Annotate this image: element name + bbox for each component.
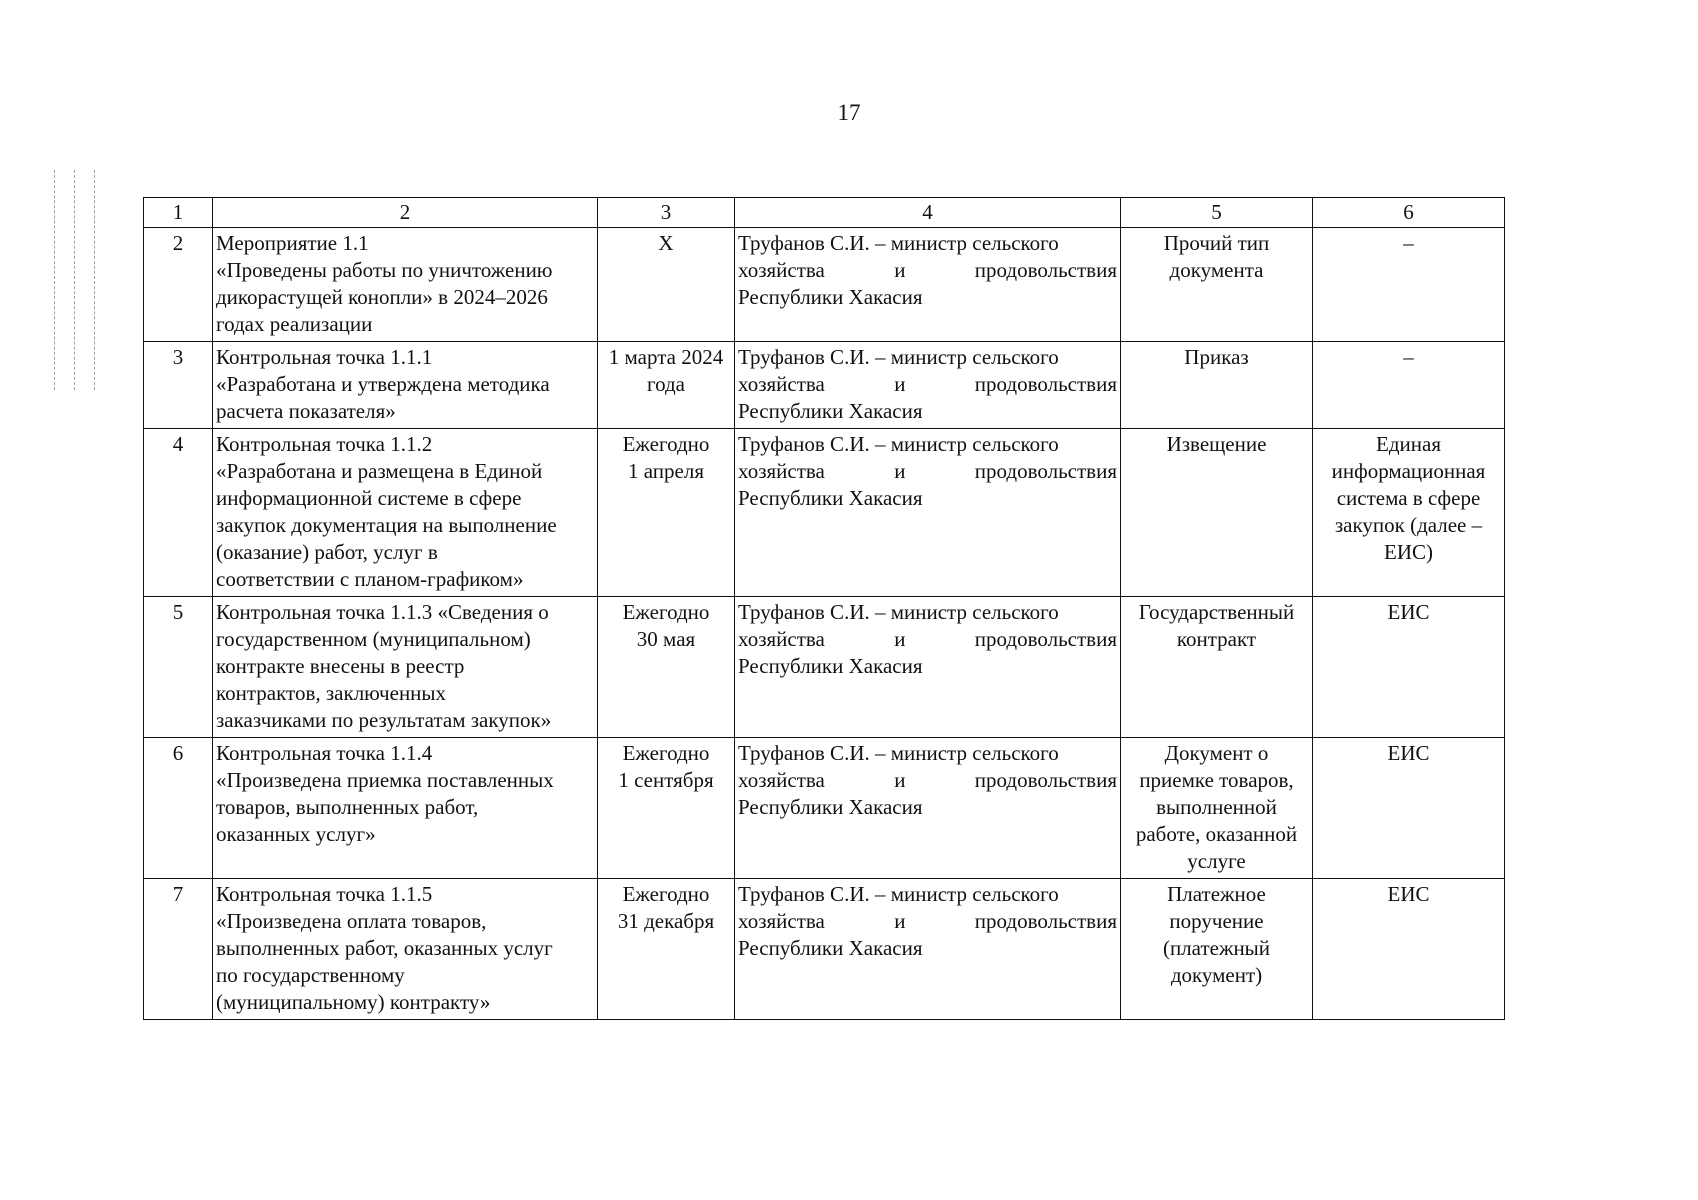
responsible-word: продовольствия [974,459,1117,483]
responsible-cell [735,429,1121,597]
event-name-cell [213,597,598,738]
responsible-word: и [894,459,906,483]
document-type-line: (платежный [1162,936,1271,960]
deadline-cell [598,228,735,342]
deadline-cell [598,597,735,738]
information-system-line: закупок (далее – [1334,513,1483,537]
document-type-cell [1121,738,1313,879]
deadline-cell [598,429,735,597]
column-header: 1 [144,198,213,228]
responsible-line [738,908,1117,935]
deadline-line: года [647,372,685,396]
event-name-line: оказанных услуг» [216,822,376,846]
responsible-cell [735,879,1121,1020]
document-type-line: Прочий тип [1163,231,1270,255]
information-system-line: ЕИС) [1384,540,1433,564]
information-system-line: – [1403,345,1414,369]
event-name-line: (оказание) работ, услуг в [216,540,438,564]
responsible-word: хозяйства [738,627,825,651]
table-row [144,879,1505,1020]
event-name-line: Мероприятие 1.1 [216,231,369,255]
row-number-cell: 4 [144,429,213,597]
responsible-line: Труфанов С.И. – министр сельского [738,600,1059,624]
deadline-line: 1 апреля [628,459,704,483]
responsible-word: и [894,768,906,792]
document-type-line: Платежное [1167,882,1266,906]
responsible-line [738,626,1117,653]
responsible-word: и [894,909,906,933]
deadline-line: 1 марта 2024 [608,345,724,369]
row-number-cell: 3 [144,342,213,429]
deadline-cell [598,879,735,1020]
deadline-line: Ежегодно [622,741,710,765]
responsible-line: Республики Хакасия [738,654,923,678]
event-name-line: Контрольная точка 1.1.5 [216,882,433,906]
event-name-cell [213,228,598,342]
document-type-line: Приказ [1184,345,1249,369]
deadline-line: Ежегодно [622,600,710,624]
document-type-line: Государственный [1138,600,1295,624]
event-name-cell [213,342,598,429]
table-row [144,342,1505,429]
responsible-word: и [894,627,906,651]
information-system-line: информационная [1331,459,1486,483]
deadline-line: 31 декабря [617,909,715,933]
event-name-line: товаров, выполненных работ, [216,795,479,819]
document-type-line: поручение [1169,909,1264,933]
information-system-line: ЕИС [1387,882,1430,906]
event-name-line: выполненных работ, оказанных услуг [216,936,553,960]
document-type-line: Извещение [1166,432,1267,456]
deadline-line: 1 сентября [618,768,714,792]
stamp-line [74,170,75,390]
event-name-line: государственном (муниципальном) [216,627,531,651]
document-type-cell [1121,597,1313,738]
event-name-line: контрактов, заключенных [216,681,447,705]
stamp-line [94,170,95,390]
document-type-cell [1121,342,1313,429]
deadline-line: Ежегодно [622,882,710,906]
responsible-line: Труфанов С.И. – министр сельского [738,882,1059,906]
event-name-line: по государственному [216,963,405,987]
column-header: 2 [213,198,598,228]
deadline-line: 30 мая [636,627,696,651]
responsible-line: Труфанов С.И. – министр сельского [738,345,1059,369]
information-system-line: – [1403,231,1414,255]
responsible-line: Республики Хакасия [738,795,923,819]
information-system-line: ЕИС [1387,741,1430,765]
table-row [144,738,1505,879]
column-header: 3 [598,198,735,228]
row-number-cell: 2 [144,228,213,342]
event-name-line: контракте внесены в реестр [216,654,465,678]
event-name-line: «Произведена приемка поставленных [216,768,554,792]
responsible-line: Республики Хакасия [738,399,923,423]
information-system-cell [1313,228,1505,342]
deadline-line: Х [658,231,674,255]
responsible-line: Труфанов С.И. – министр сельского [738,231,1059,255]
event-name-line: Контрольная точка 1.1.4 [216,741,433,765]
event-name-line: заказчиками по результатам закупок» [216,708,552,732]
event-name-line: «Разработана и размещена в Единой [216,459,543,483]
document-type-line: приемке товаров, [1139,768,1294,792]
deadline-cell [598,738,735,879]
responsible-line [738,371,1117,398]
information-system-line: система в сфере [1336,486,1481,510]
event-name-cell [213,738,598,879]
deadline-cell [598,342,735,429]
responsible-line [738,257,1117,284]
responsible-word: хозяйства [738,768,825,792]
responsible-line: Труфанов С.И. – министр сельского [738,432,1059,456]
column-header: 6 [1313,198,1505,228]
deadline-line: Ежегодно [622,432,710,456]
document-type-line: документ) [1170,963,1263,987]
responsible-line: Республики Хакасия [738,486,923,510]
document-type-line: работе, оказанной [1135,822,1298,846]
header-row [144,198,1505,228]
responsible-line: Труфанов С.И. – министр сельского [738,741,1059,765]
document-type-line: услуге [1187,849,1246,873]
event-name-line: соответствии с планом-графиком» [216,567,524,591]
responsible-word: продовольствия [974,372,1117,396]
event-name-cell [213,879,598,1020]
responsible-line [738,767,1117,794]
event-name-line: Контрольная точка 1.1.1 [216,345,433,369]
event-name-line: Контрольная точка 1.1.2 [216,432,433,456]
event-name-line: «Разработана и утверждена методика [216,372,550,396]
information-system-cell [1313,879,1505,1020]
responsible-word: продовольствия [974,768,1117,792]
responsible-line [738,458,1117,485]
responsible-word: продовольствия [974,258,1117,282]
responsible-word: хозяйства [738,909,825,933]
table-row [144,597,1505,738]
information-system-cell [1313,342,1505,429]
responsible-cell [735,597,1121,738]
document-type-cell [1121,228,1313,342]
responsible-word: хозяйства [738,372,825,396]
column-header: 4 [735,198,1121,228]
plan-table [143,197,1505,1020]
document-type-cell [1121,429,1313,597]
responsible-word: хозяйства [738,258,825,282]
row-number-cell: 7 [144,879,213,1020]
event-name-line: (муниципальному) контракту» [216,990,491,1014]
information-system-cell [1313,429,1505,597]
information-system-cell [1313,738,1505,879]
event-name-line: расчета показателя» [216,399,396,423]
table-row [144,429,1505,597]
document-type-cell [1121,879,1313,1020]
document-type-line: Документ о [1164,741,1269,765]
table-row [144,228,1505,342]
stamp-line [54,170,55,390]
event-name-line: дикорастущей конопли» в 2024–2026 [216,285,548,309]
responsible-line: Республики Хакасия [738,285,923,309]
responsible-word: продовольствия [974,627,1117,651]
document-type-line: контракт [1176,627,1257,651]
responsible-word: и [894,372,906,396]
page-number: 17 [837,100,861,125]
document-type-line: документа [1169,258,1264,282]
responsible-word: продовольствия [974,909,1117,933]
responsible-word: и [894,258,906,282]
responsible-cell [735,228,1121,342]
responsible-cell [735,342,1121,429]
margin-stamp [34,170,124,390]
event-name-line: информационной системе в сфере [216,486,522,510]
event-name-line: «Произведена оплата товаров, [216,909,487,933]
responsible-line: Республики Хакасия [738,936,923,960]
event-name-line: «Проведены работы по уничтожению [216,258,553,282]
event-name-line: годах реализации [216,312,373,336]
information-system-line: ЕИС [1387,600,1430,624]
information-system-cell [1313,597,1505,738]
event-name-cell [213,429,598,597]
document-type-line: выполненной [1156,795,1277,819]
event-name-line: Контрольная точка 1.1.3 «Сведения о [216,600,549,624]
responsible-cell [735,738,1121,879]
row-number-cell: 5 [144,597,213,738]
column-header: 5 [1121,198,1313,228]
event-name-line: закупок документация на выполнение [216,513,557,537]
information-system-line: Единая [1376,432,1441,456]
row-number-cell: 6 [144,738,213,879]
responsible-word: хозяйства [738,459,825,483]
